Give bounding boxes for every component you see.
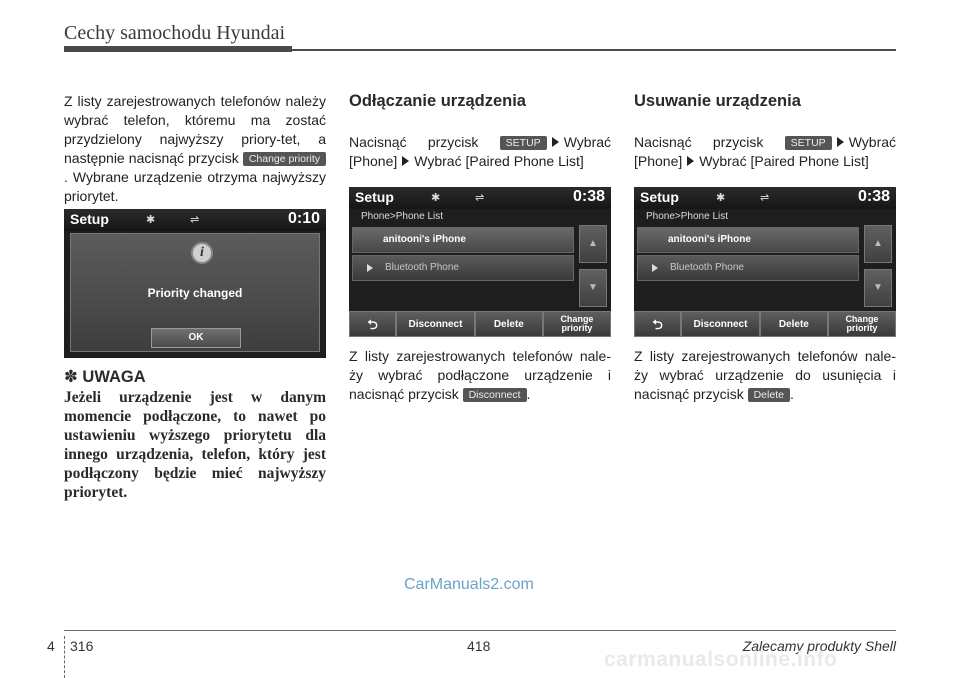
phone-list-item[interactable]: [637, 255, 859, 281]
breadcrumb: Phone>Phone List: [361, 211, 444, 222]
instr-phone: [Phone]: [634, 153, 683, 169]
disconnect-button[interactable]: Disconnect: [396, 311, 475, 337]
instr-press: Nacisnąć przycisk: [634, 134, 764, 150]
disconnect-button-ref: Disconnect: [463, 388, 527, 402]
screen-button-bar: [634, 311, 896, 337]
column-priority: [64, 92, 326, 206]
bluetooth-icon: ✱: [431, 192, 441, 204]
priority-text-1: Z listy zarejestrowanych telefonów należy wybrać telefon, któremu ma zostać przydzielony najwyższy priory-tet, a następnie nacisnąć przycisk: [64, 93, 326, 166]
delete-button[interactable]: Delete: [760, 311, 828, 337]
disconnect-button[interactable]: Disconnect: [681, 311, 760, 337]
screen-clock: 0:38: [572, 188, 605, 205]
scroll-down-button[interactable]: ▼: [579, 269, 607, 307]
priority-text-2: . Wybrane urządzenie otrzyma najwyższy priorytet.: [64, 169, 326, 204]
instr-choose: Wybrać: [848, 134, 897, 150]
ok-button[interactable]: OK: [151, 328, 241, 348]
phone-list-item[interactable]: [352, 255, 574, 281]
section-heading-disconnect: Odłączanie urządzenia: [349, 92, 526, 110]
usb-icon: ⇌: [475, 192, 485, 204]
screen-title: Setup: [355, 189, 394, 205]
phone-list-item-label: Bluetooth Phone: [385, 262, 459, 273]
delete-after-text: [634, 347, 896, 404]
back-button[interactable]: [349, 311, 396, 337]
back-arrow-icon: ⮌: [367, 316, 378, 332]
usb-icon: ⇌: [760, 192, 770, 204]
note-text: Jeżeli urządzenie jest w danym momencie podłączone, to nawet po ustawieniu wyższego priorytetu dla innego urządzenia, telefon, który jest podłączony będzie mieć najwyższy priorytet.: [64, 389, 326, 501]
instr-choose-list: Wybrać [Paired Phone List]: [699, 153, 869, 169]
header-bar: [64, 46, 292, 52]
scroll-down-button[interactable]: ▼: [864, 269, 892, 307]
after-text-2: .: [789, 386, 794, 402]
column-disconnect: [349, 92, 611, 171]
change-priority-button-ref: Change priority: [243, 152, 326, 166]
watermark-link[interactable]: CarManuals2.com: [404, 576, 534, 593]
after-text-2: .: [526, 386, 531, 402]
arrow-icon: [687, 156, 694, 166]
play-icon: [367, 264, 373, 272]
scroll-up-button[interactable]: ▲: [579, 225, 607, 263]
note-title: ✽ UWAGA: [64, 368, 146, 386]
priority-dialog: [70, 233, 320, 352]
change-priority-button[interactable]: Change priority: [543, 311, 611, 337]
screen-title: Setup: [640, 189, 679, 205]
instr-choose: Wybrać: [563, 134, 612, 150]
usb-icon: ⇌: [190, 214, 200, 226]
footer-dashed-rule: [64, 636, 65, 678]
phone-list-item[interactable]: anitooni's iPhone: [637, 227, 859, 253]
breadcrumb: Phone>Phone List: [646, 211, 729, 222]
disconnect-instructions: [349, 133, 611, 171]
after-text-1: Z listy zarejestrowanych telefonów nale-ży wybrać podłączone urządzenie i nacisnąć przycisk: [349, 348, 611, 402]
arrow-icon: [402, 156, 409, 166]
screen-button-bar: [349, 311, 611, 337]
arrow-icon: [552, 137, 559, 147]
chapter-number: 4: [47, 638, 55, 654]
scroll-up-button[interactable]: ▲: [864, 225, 892, 263]
footer-slogan: Zalecamy produkty Shell: [742, 638, 896, 654]
instr-choose-list: Wybrać [Paired Phone List]: [414, 153, 584, 169]
back-button[interactable]: [634, 311, 681, 337]
bluetooth-icon: ✱: [146, 214, 156, 226]
footer-rule: [64, 630, 896, 631]
disconnect-after-text: [349, 347, 611, 404]
bluetooth-icon: ✱: [716, 192, 726, 204]
instr-press: Nacisnąć przycisk: [349, 134, 479, 150]
header-rule: [292, 49, 896, 51]
delete-instructions: [634, 133, 896, 171]
column-delete: [634, 92, 896, 171]
change-priority-button[interactable]: Change priority: [828, 311, 896, 337]
screen-clock: 0:38: [857, 188, 890, 205]
priority-message: Priority changed: [147, 286, 243, 300]
instr-phone: [Phone]: [349, 153, 398, 169]
screen-phone-list-disconnect: [349, 187, 611, 337]
priority-instructions: [64, 92, 326, 206]
after-text-1: Z listy zarejestrowanych telefonów nale-ży wybrać urządzenie do usunięcia i nacisnąć przycisk: [634, 348, 896, 402]
info-icon: i: [191, 242, 213, 264]
delete-button-ref: Delete: [748, 388, 790, 402]
setup-button-ref: SETUP: [500, 136, 547, 150]
section-heading-delete: Usuwanie urządzenia: [634, 92, 801, 110]
screen-clock: 0:10: [287, 210, 320, 227]
screen-title: Setup: [70, 211, 109, 227]
setup-button-ref: SETUP: [785, 136, 832, 150]
play-icon: [652, 264, 658, 272]
footer-watermark: carmanualsonline.info: [604, 648, 838, 671]
arrow-icon: [837, 137, 844, 147]
phone-list-item-label: Bluetooth Phone: [670, 262, 744, 273]
page-header-title: Cechy samochodu Hyundai: [64, 22, 286, 44]
phone-list-item[interactable]: anitooni's iPhone: [352, 227, 574, 253]
page-number: 316: [70, 638, 94, 654]
screen-priority-changed: [64, 209, 326, 358]
screen-phone-list-delete: [634, 187, 896, 337]
document-page-number: 418: [467, 638, 491, 654]
delete-button[interactable]: Delete: [475, 311, 543, 337]
back-arrow-icon: ⮌: [652, 316, 663, 332]
